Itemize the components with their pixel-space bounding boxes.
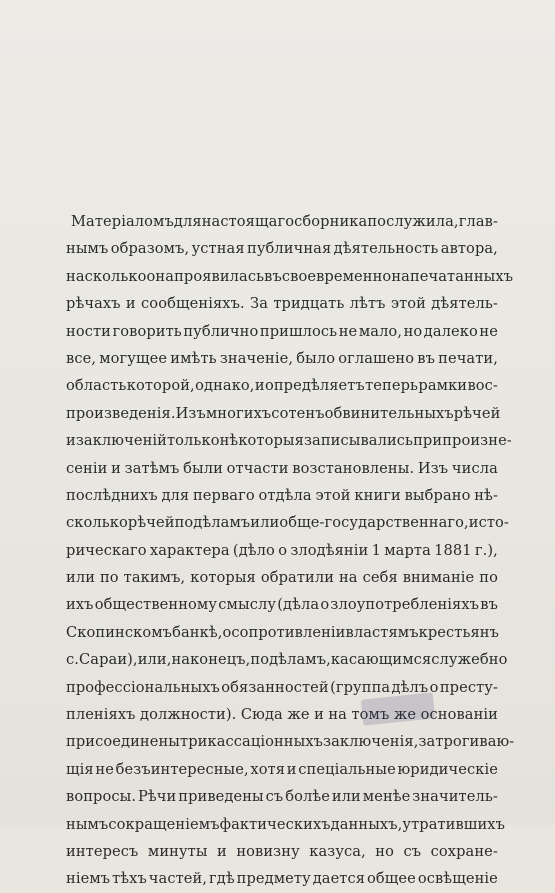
word: рѣчей — [127, 514, 175, 532]
word: было — [296, 349, 336, 367]
text-line — [66, 701, 498, 728]
word: сокращеніемъ — [108, 815, 220, 833]
text-line — [66, 263, 514, 290]
word: говорить — [112, 322, 182, 340]
word: автора, — [440, 240, 498, 258]
word: предмету — [236, 870, 311, 888]
word: на — [328, 706, 347, 724]
word: заключенія, — [323, 733, 419, 751]
text-line — [66, 400, 501, 427]
word: основаніи — [420, 706, 498, 724]
word: пришлось — [259, 322, 338, 340]
word: дается — [312, 870, 366, 888]
word: марта — [384, 541, 431, 559]
word: освѣщеніе — [417, 870, 498, 888]
word: три — [180, 733, 208, 751]
text-line — [66, 646, 508, 673]
word: интересъ — [66, 842, 139, 860]
word: нымъ — [66, 240, 109, 258]
word: хотя — [250, 760, 286, 778]
word: она — [146, 267, 175, 285]
word: однако, — [195, 377, 255, 395]
word: для — [173, 213, 202, 230]
word: или — [66, 569, 96, 587]
word: фактическихъ — [219, 815, 331, 833]
word: напечатанныхъ — [391, 267, 514, 285]
word: Рѣчи — [137, 788, 177, 806]
word: которой, — [126, 377, 195, 395]
word: для — [161, 486, 190, 504]
word: опредѣляетъ — [264, 377, 365, 395]
word: оглашено — [338, 349, 415, 367]
word: образомъ, — [110, 240, 190, 258]
word: своевременно — [281, 267, 392, 285]
word: тѣхъ — [112, 870, 147, 888]
word: злоупотребленіяхъ — [330, 596, 480, 614]
word: сеніи — [66, 459, 108, 477]
word: и — [125, 295, 136, 313]
word: служебно — [431, 651, 508, 669]
word: себя — [362, 569, 398, 587]
word: этой — [390, 295, 426, 313]
word: Изъ — [417, 459, 449, 477]
word: сообщеніяхъ. — [141, 295, 245, 313]
word: но — [375, 842, 395, 860]
word: произведенія. — [66, 404, 176, 422]
word: не — [95, 760, 114, 778]
word: безъинтересные, — [115, 760, 249, 778]
text-line — [66, 482, 498, 509]
word: или, — [137, 651, 172, 669]
text-line — [66, 619, 498, 646]
word: дѣламъ — [193, 514, 251, 532]
word: записывались — [303, 432, 414, 450]
word: Скопинскомъ — [66, 623, 173, 641]
word: настоящаго — [201, 213, 295, 230]
text-line — [66, 509, 509, 536]
word: тридцать — [273, 295, 345, 313]
word: такимъ, — [123, 569, 186, 587]
word: данныхъ, — [330, 815, 403, 833]
word: Изъ — [175, 404, 206, 422]
word: вопросы. — [66, 788, 137, 806]
word: на — [338, 569, 358, 587]
word: которыя — [190, 569, 256, 587]
word: произне- — [442, 432, 512, 450]
word: характера — [149, 541, 230, 559]
word: нѣ- — [474, 486, 498, 504]
word: спеціальные — [298, 760, 396, 778]
word: же — [393, 706, 417, 724]
word: по — [174, 514, 194, 532]
text-line — [66, 865, 498, 892]
word: новизну — [236, 842, 300, 860]
word: казуса, — [309, 842, 366, 860]
word: и — [217, 842, 227, 860]
text-line — [66, 208, 498, 235]
word: 1 — [371, 541, 381, 559]
word: послѣднихъ — [66, 486, 158, 504]
word: общее — [366, 870, 416, 888]
word: рамки — [418, 377, 468, 395]
word: болѣе — [285, 788, 330, 806]
word: наконецъ, — [171, 651, 251, 669]
word: отдѣла — [258, 486, 312, 504]
word: частей, — [148, 870, 208, 888]
word: злодѣяніи — [290, 541, 369, 559]
word: сколько — [66, 514, 128, 532]
word: сопротивленіи — [231, 623, 346, 641]
word: имѣть — [170, 349, 217, 367]
word: проявилась — [174, 267, 265, 285]
word: заключеній — [75, 432, 167, 450]
word: возстановлены. — [292, 459, 415, 477]
word: с. — [66, 651, 80, 669]
text-line — [66, 838, 498, 865]
word: перваго — [192, 486, 255, 504]
word: пленіяхъ — [66, 706, 136, 724]
word: далеко — [423, 322, 478, 340]
word: съ — [265, 788, 284, 806]
word: печати, — [438, 349, 498, 367]
word: о — [429, 678, 439, 696]
word: За — [250, 295, 269, 313]
word: общественному — [94, 596, 218, 614]
word: рѣчахъ — [66, 295, 121, 313]
word: по — [479, 569, 498, 587]
word: ности — [66, 322, 111, 340]
word: послужила, — [367, 213, 459, 230]
word: все, — [66, 349, 97, 367]
word: насколько — [66, 267, 147, 285]
word: обязанностей — [221, 678, 329, 696]
word: въ — [480, 596, 498, 614]
text-line — [66, 811, 506, 838]
word: вниманіе — [402, 569, 475, 587]
word: сотенъ — [271, 404, 325, 422]
word: книги — [354, 486, 401, 504]
word: затѣмъ — [124, 459, 180, 477]
word: профессіональныхъ — [66, 678, 220, 696]
word: дѣламъ, — [269, 651, 331, 669]
word: нѣкоторыя — [219, 432, 304, 450]
word: не — [338, 322, 358, 340]
text-line — [66, 345, 498, 372]
text-line — [66, 455, 498, 482]
word: публично — [183, 322, 259, 340]
word: касающимся — [330, 651, 432, 669]
word: сборника — [294, 213, 368, 230]
word: о — [222, 623, 232, 641]
word: и — [254, 377, 265, 395]
word: кассаціонныхъ — [207, 733, 324, 751]
word: были — [183, 459, 223, 477]
word: глав- — [458, 213, 498, 230]
word: банкѣ, — [172, 623, 223, 641]
word: г.), — [474, 541, 498, 559]
word: или — [331, 788, 361, 806]
word: гдѣ — [209, 870, 235, 888]
word: смыслу — [218, 596, 277, 614]
word: дѣлъ — [391, 678, 429, 696]
word: о — [320, 596, 330, 614]
text-line — [66, 783, 498, 810]
word: этой — [315, 486, 351, 504]
word: только — [167, 432, 220, 450]
word: или — [250, 514, 280, 532]
word: и — [286, 760, 297, 778]
word: крестьянъ — [418, 623, 500, 641]
word: томъ — [351, 706, 390, 724]
word: обвинительныхъ — [324, 404, 454, 422]
word: въ — [264, 267, 282, 285]
word: щія — [66, 760, 94, 778]
word: (дѣла — [277, 596, 320, 614]
word: но — [403, 322, 423, 340]
word: приведены — [178, 788, 264, 806]
word: присоединены — [66, 733, 181, 751]
word: съ — [403, 842, 422, 860]
word: устная — [191, 240, 245, 258]
word: нымъ — [66, 815, 109, 833]
word: (группа — [330, 678, 391, 696]
word: обще-государственнаго, — [279, 514, 469, 532]
word: многихъ — [205, 404, 272, 422]
text-line — [66, 728, 515, 755]
word: ихъ — [66, 596, 94, 614]
text-line — [66, 591, 498, 618]
word: минуты — [147, 842, 208, 860]
word: дѣятель- — [431, 295, 498, 313]
word: по — [250, 651, 270, 669]
word: сохране- — [430, 842, 498, 860]
word: престу- — [439, 678, 498, 696]
word: 1881 — [434, 541, 472, 559]
word: при — [413, 432, 443, 450]
word: могущее — [99, 349, 168, 367]
word: же — [287, 706, 310, 724]
word: рѣчей — [453, 404, 501, 422]
word: затрогиваю- — [418, 733, 515, 751]
word: область — [66, 377, 127, 395]
word: Матеріаломъ — [71, 213, 174, 230]
word: исто- — [468, 514, 509, 532]
text-line — [66, 372, 498, 399]
word: значитель- — [412, 788, 498, 806]
word: лѣтъ — [349, 295, 386, 313]
word: по — [99, 569, 119, 587]
word: должности). — [140, 706, 237, 724]
word: числа — [451, 459, 498, 477]
text-line — [66, 564, 498, 591]
text-line — [66, 318, 498, 345]
text-line — [66, 537, 498, 564]
text-line — [66, 674, 498, 701]
word: не — [479, 322, 498, 340]
text-line — [66, 756, 498, 783]
word: вос- — [467, 377, 498, 395]
word: обратили — [260, 569, 335, 587]
word: менѣе — [362, 788, 411, 806]
word: юридическіе — [397, 760, 498, 778]
word: о — [278, 541, 288, 559]
word: и — [66, 432, 76, 450]
word: Сюда — [240, 706, 283, 724]
word: ніемъ — [66, 870, 111, 888]
word: и — [314, 706, 324, 724]
word: отчасти — [226, 459, 289, 477]
word: въ — [417, 349, 435, 367]
word: рическаго — [66, 541, 147, 559]
word: выбрано — [404, 486, 471, 504]
word: мало, — [358, 322, 403, 340]
text-line — [66, 427, 512, 454]
word: (дѣло — [232, 541, 275, 559]
word: публичная — [247, 240, 332, 258]
word: и — [111, 459, 121, 477]
text-line — [66, 290, 498, 317]
word: теперь — [365, 377, 419, 395]
word: дѣятельность — [333, 240, 439, 258]
word: утратившихъ — [402, 815, 506, 833]
word: значеніе, — [219, 349, 294, 367]
word: Сараи), — [79, 651, 138, 669]
word: властямъ — [345, 623, 419, 641]
body-paragraph — [66, 208, 515, 893]
text-line — [66, 235, 498, 262]
